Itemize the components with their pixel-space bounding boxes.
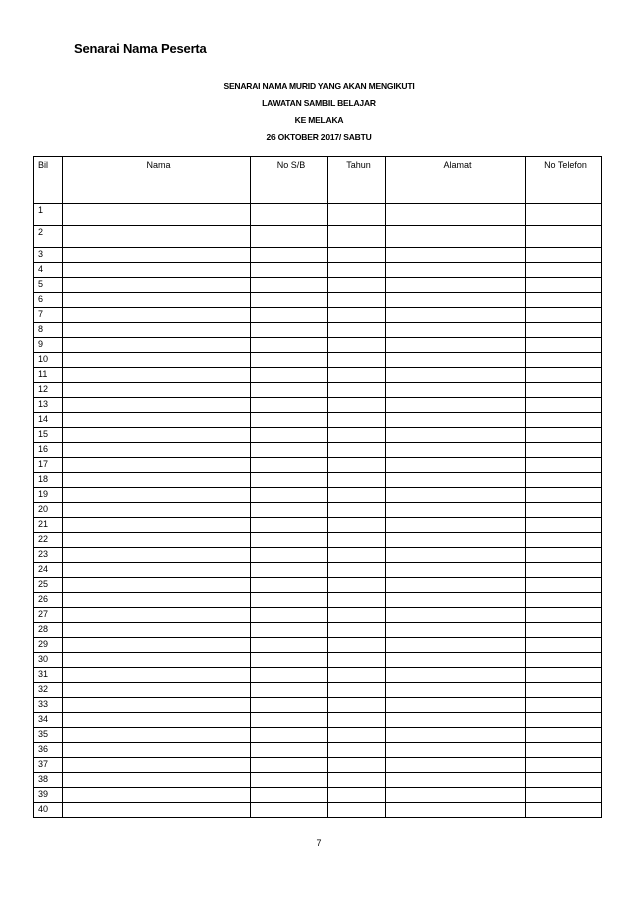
table-row [34,278,602,293]
cell-nama [63,608,251,623]
cell-no-sb [251,204,328,226]
cell-no-telefon [526,713,602,728]
cell-nama [63,353,251,368]
cell-no-sb [251,608,328,623]
cell-tahun [328,683,386,698]
cell-alamat [386,204,526,226]
cell-no-sb [251,398,328,413]
cell-nama [63,683,251,698]
cell-no-sb [251,413,328,428]
cell-no-sb [251,263,328,278]
table-row [34,413,602,428]
cell-alamat [386,353,526,368]
document-title [0,78,638,146]
cell-no-sb [251,548,328,563]
cell-bil: 19 [34,488,63,503]
cell-nama [63,204,251,226]
cell-bil: 8 [34,323,63,338]
cell-alamat [386,608,526,623]
table-row [34,638,602,653]
page-number: 7 [316,838,322,848]
cell-tahun [328,698,386,713]
cell-tahun [328,473,386,488]
cell-tahun [328,293,386,308]
header-no-sb: No S/B [251,157,328,204]
table-row [34,323,602,338]
cell-nama [63,653,251,668]
cell-alamat [386,503,526,518]
cell-tahun [328,368,386,383]
cell-no-sb [251,458,328,473]
cell-no-telefon [526,308,602,323]
cell-alamat [386,698,526,713]
cell-nama [63,503,251,518]
cell-no-telefon [526,563,602,578]
cell-alamat [386,473,526,488]
cell-no-telefon [526,368,602,383]
title-line: LAWATAN SAMBIL BELAJAR [262,98,376,108]
cell-no-sb [251,278,328,293]
cell-tahun [328,503,386,518]
cell-no-telefon [526,278,602,293]
cell-no-sb [251,308,328,323]
table-row [34,683,602,698]
cell-nama [63,698,251,713]
cell-no-telefon [526,698,602,713]
cell-bil: 35 [34,728,63,743]
cell-no-sb [251,443,328,458]
cell-tahun [328,578,386,593]
cell-no-telefon [526,623,602,638]
cell-no-sb [251,473,328,488]
cell-no-sb [251,248,328,263]
cell-bil: 7 [34,308,63,323]
cell-bil: 2 [34,226,63,248]
table-row [34,443,602,458]
cell-alamat [386,623,526,638]
cell-tahun [328,458,386,473]
cell-no-telefon [526,668,602,683]
header-tahun: Tahun [328,157,386,204]
cell-tahun [328,518,386,533]
cell-no-telefon [526,638,602,653]
table-row [34,653,602,668]
cell-no-telefon [526,803,602,818]
cell-nama [63,743,251,758]
cell-no-sb [251,383,328,398]
cell-nama [63,758,251,773]
cell-no-sb [251,428,328,443]
table-row [34,728,602,743]
cell-tahun [328,758,386,773]
cell-nama [63,398,251,413]
table-row [34,668,602,683]
cell-bil: 40 [34,803,63,818]
cell-nama [63,323,251,338]
cell-tahun [328,248,386,263]
cell-alamat [386,593,526,608]
cell-tahun [328,443,386,458]
cell-nama [63,578,251,593]
cell-alamat [386,728,526,743]
cell-bil: 17 [34,458,63,473]
cell-no-telefon [526,323,602,338]
cell-alamat [386,413,526,428]
table-row [34,383,602,398]
cell-bil: 24 [34,563,63,578]
cell-no-telefon [526,548,602,563]
cell-nama [63,803,251,818]
cell-no-telefon [526,578,602,593]
cell-alamat [386,788,526,803]
cell-nama [63,773,251,788]
cell-nama [63,263,251,278]
cell-bil: 25 [34,578,63,593]
table-body [34,204,602,818]
cell-alamat [386,533,526,548]
cell-alamat [386,398,526,413]
cell-bil: 38 [34,773,63,788]
table-row [34,398,602,413]
cell-nama [63,293,251,308]
table-row [34,428,602,443]
participants-table [33,156,602,818]
cell-nama [63,226,251,248]
cell-bil: 36 [34,743,63,758]
table-row [34,548,602,563]
table-row [34,788,602,803]
cell-bil: 27 [34,608,63,623]
cell-nama [63,368,251,383]
cell-nama [63,413,251,428]
table-row [34,308,602,323]
cell-tahun [328,488,386,503]
cell-no-telefon [526,443,602,458]
cell-no-telefon [526,488,602,503]
cell-no-telefon [526,248,602,263]
cell-bil: 15 [34,428,63,443]
cell-tahun [328,563,386,578]
cell-alamat [386,278,526,293]
cell-alamat [386,458,526,473]
table-row [34,593,602,608]
cell-tahun [328,353,386,368]
cell-alamat [386,638,526,653]
cell-bil: 9 [34,338,63,353]
cell-no-sb [251,533,328,548]
table-row [34,226,602,248]
cell-tahun [328,668,386,683]
cell-nama [63,548,251,563]
cell-no-telefon [526,743,602,758]
cell-no-sb [251,683,328,698]
cell-bil: 4 [34,263,63,278]
cell-no-sb [251,488,328,503]
cell-tahun [328,413,386,428]
cell-tahun [328,338,386,353]
cell-tahun [328,533,386,548]
table-row [34,204,602,226]
cell-nama [63,623,251,638]
cell-nama [63,458,251,473]
cell-nama [63,563,251,578]
cell-bil: 26 [34,593,63,608]
cell-tahun [328,278,386,293]
table-header-row [34,157,602,204]
cell-bil: 33 [34,698,63,713]
title-line: 26 OKTOBER 2017/ SABTU [266,132,372,142]
cell-bil: 18 [34,473,63,488]
cell-no-telefon [526,788,602,803]
cell-bil: 10 [34,353,63,368]
cell-no-telefon [526,428,602,443]
cell-nama [63,593,251,608]
table-row [34,578,602,593]
cell-no-telefon [526,593,602,608]
cell-alamat [386,743,526,758]
cell-bil: 20 [34,503,63,518]
cell-nama [63,308,251,323]
cell-alamat [386,226,526,248]
cell-no-sb [251,698,328,713]
cell-tahun [328,428,386,443]
cell-tahun [328,263,386,278]
cell-no-sb [251,503,328,518]
header-nama: Nama [63,157,251,204]
cell-alamat [386,578,526,593]
cell-bil: 22 [34,533,63,548]
cell-bil: 1 [34,204,63,226]
cell-no-sb [251,713,328,728]
cell-no-telefon [526,338,602,353]
cell-alamat [386,383,526,398]
table-row [34,773,602,788]
table-row [34,518,602,533]
cell-tahun [328,204,386,226]
cell-tahun [328,638,386,653]
cell-alamat [386,293,526,308]
cell-bil: 12 [34,383,63,398]
cell-bil: 28 [34,623,63,638]
cell-nama [63,488,251,503]
cell-tahun [328,743,386,758]
cell-tahun [328,713,386,728]
cell-no-telefon [526,383,602,398]
cell-bil: 32 [34,683,63,698]
table-row [34,458,602,473]
cell-tahun [328,548,386,563]
cell-no-telefon [526,758,602,773]
cell-tahun [328,608,386,623]
table-row [34,758,602,773]
cell-no-sb [251,353,328,368]
cell-bil: 14 [34,413,63,428]
cell-bil: 5 [34,278,63,293]
table-row [34,263,602,278]
cell-alamat [386,443,526,458]
cell-tahun [328,653,386,668]
table-row [34,473,602,488]
cell-nama [63,383,251,398]
cell-tahun [328,788,386,803]
cell-nama [63,728,251,743]
table-row [34,698,602,713]
cell-no-sb [251,773,328,788]
cell-nama [63,788,251,803]
cell-nama [63,638,251,653]
cell-bil: 16 [34,443,63,458]
cell-nama [63,533,251,548]
cell-bil: 37 [34,758,63,773]
cell-alamat [386,713,526,728]
cell-tahun [328,623,386,638]
cell-bil: 31 [34,668,63,683]
cell-alamat [386,803,526,818]
page-heading: Senarai Nama Peserta [74,41,207,56]
cell-tahun [328,773,386,788]
cell-alamat [386,308,526,323]
cell-no-sb [251,226,328,248]
cell-alamat [386,338,526,353]
cell-no-telefon [526,204,602,226]
cell-nama [63,278,251,293]
cell-no-sb [251,563,328,578]
cell-no-telefon [526,773,602,788]
cell-bil: 23 [34,548,63,563]
cell-no-sb [251,518,328,533]
cell-no-sb [251,623,328,638]
cell-no-sb [251,293,328,308]
cell-no-sb [251,728,328,743]
cell-alamat [386,428,526,443]
cell-bil: 3 [34,248,63,263]
table-row [34,488,602,503]
cell-no-telefon [526,473,602,488]
cell-no-sb [251,758,328,773]
cell-bil: 39 [34,788,63,803]
table-row [34,533,602,548]
cell-no-telefon [526,458,602,473]
table-row [34,293,602,308]
table-row [34,338,602,353]
cell-tahun [328,593,386,608]
cell-no-sb [251,593,328,608]
table-row [34,743,602,758]
cell-alamat [386,548,526,563]
cell-no-sb [251,368,328,383]
cell-no-telefon [526,683,602,698]
title-line: SENARAI NAMA MURID YANG AKAN MENGIKUTI [223,81,415,91]
cell-bil: 13 [34,398,63,413]
cell-no-sb [251,803,328,818]
cell-nama [63,668,251,683]
table-row [34,563,602,578]
cell-no-sb [251,743,328,758]
cell-tahun [328,803,386,818]
table-row [34,713,602,728]
table-row [34,248,602,263]
cell-no-telefon [526,728,602,743]
title-line: KE MELAKA [294,115,344,125]
cell-no-sb [251,788,328,803]
cell-no-sb [251,653,328,668]
header-alamat: Alamat [386,157,526,204]
cell-tahun [328,383,386,398]
cell-tahun [328,323,386,338]
cell-tahun [328,226,386,248]
cell-tahun [328,308,386,323]
cell-bil: 34 [34,713,63,728]
cell-nama [63,248,251,263]
cell-no-telefon [526,226,602,248]
cell-no-sb [251,638,328,653]
cell-nama [63,713,251,728]
cell-alamat [386,653,526,668]
cell-no-sb [251,578,328,593]
cell-no-telefon [526,533,602,548]
cell-alamat [386,773,526,788]
cell-no-telefon [526,263,602,278]
table-row [34,803,602,818]
table-row [34,623,602,638]
cell-nama [63,428,251,443]
cell-no-sb [251,668,328,683]
cell-bil: 11 [34,368,63,383]
cell-no-telefon [526,518,602,533]
cell-alamat [386,518,526,533]
cell-no-telefon [526,653,602,668]
table-row [34,353,602,368]
cell-nama [63,443,251,458]
table-row [34,503,602,518]
cell-alamat [386,368,526,383]
cell-bil: 30 [34,653,63,668]
cell-tahun [328,398,386,413]
cell-alamat [386,683,526,698]
cell-no-telefon [526,398,602,413]
cell-alamat [386,248,526,263]
cell-no-telefon [526,353,602,368]
cell-no-sb [251,338,328,353]
cell-alamat [386,668,526,683]
cell-no-sb [251,323,328,338]
cell-alamat [386,563,526,578]
cell-tahun [328,728,386,743]
cell-nama [63,338,251,353]
header-no-telefon: No Telefon [526,157,602,204]
cell-nama [63,518,251,533]
cell-bil: 6 [34,293,63,308]
cell-no-telefon [526,413,602,428]
cell-alamat [386,758,526,773]
cell-alamat [386,323,526,338]
table-row [34,368,602,383]
cell-no-telefon [526,608,602,623]
cell-no-telefon [526,293,602,308]
cell-alamat [386,263,526,278]
table-row [34,608,602,623]
header-bil: Bil [34,157,63,204]
cell-bil: 29 [34,638,63,653]
cell-nama [63,473,251,488]
cell-no-telefon [526,503,602,518]
cell-bil: 21 [34,518,63,533]
cell-alamat [386,488,526,503]
